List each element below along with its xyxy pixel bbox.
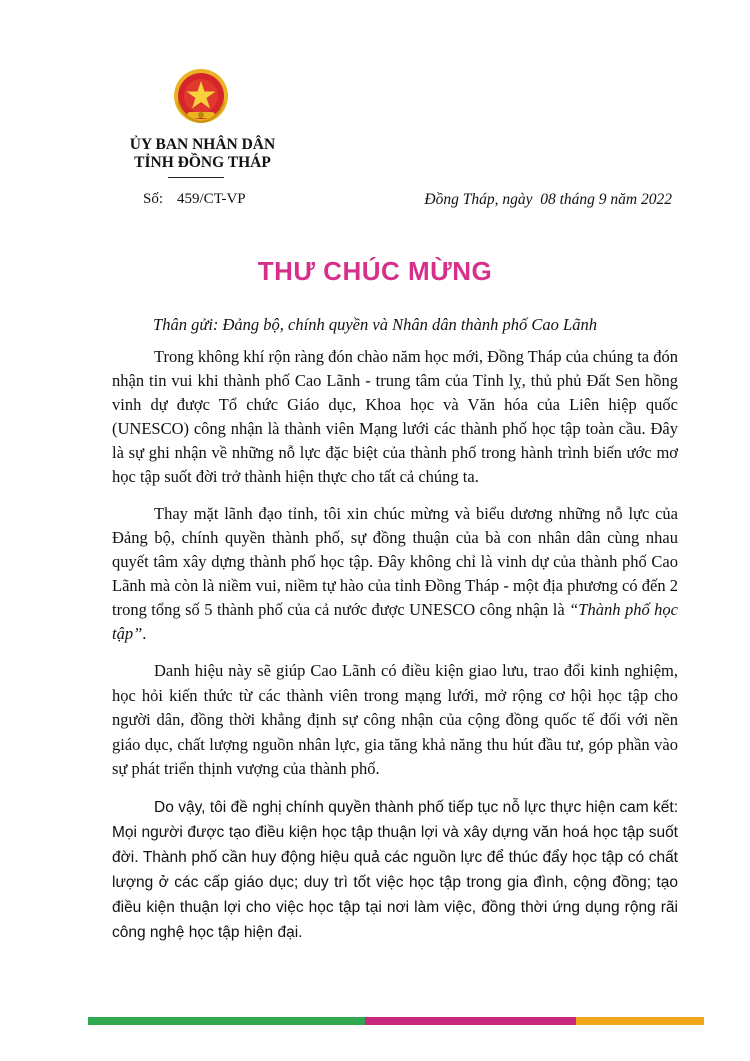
date-line [424, 191, 672, 209]
doc-no-value: 459/CT-VP [177, 191, 246, 207]
footer-color-bar [88, 1017, 704, 1025]
date-prefix: Đồng Tháp, ngày [424, 191, 533, 208]
footer-bar-magenta [365, 1017, 576, 1025]
greeting: Thân gửi: Đảng bộ, chính quyền và Nhân dân thành phố Cao Lãnh [153, 315, 597, 334]
document-number [143, 191, 260, 208]
paragraph-1: Trong không khí rộn ràng đón chào năm học mới, Đồng Tháp của chúng ta đón nhận tin vui khi thành phố Cao Lãnh - trung tâm của Tỉnh lỵ, thủ phủ Đất Sen hồng vinh dự được Tổ chức Giáo dục, Khoa học và Văn hóa của Liên hiệp quốc (UNESCO) công nhận là thành viên Mạng lưới các thành phố học tập toàn cầu. Đây là sự ghi nhận về những nỗ lực đặc biệt của thành phố trong hành trình biến ước mơ học tập suốt đời trở thành hiện thực cho tất cả chúng ta. [112, 347, 678, 486]
page-title: THƯ CHÚC MỪNG [257, 256, 493, 286]
letter-body [112, 345, 678, 958]
paragraph-4: Do vậy, tôi đề nghị chính quyền thành phố tiếp tục nỗ lực thực hiện cam kết: Mọi người được tạo điều kiện học tập thuận lợi và xây dựng văn hoá học tập suốt đời. Thành phố cần huy động hiệu quả các nguồn lực để thúc đẩy học tập có chất lượng ở các cấp giáo dục; duy trì tốt việc học tập trong gia đình, cộng đồng; tạo điều kiện thuận lợi cho việc học tập tại nơi làm việc, đồng thời ứng dụng rộng rãi công nghệ học tập hiện đại. [112, 798, 678, 941]
paragraph-2-text: Thay mặt lãnh đạo tỉnh, tôi xin chúc mừng và biểu dương những nỗ lực của Đảng bộ, chính quyền thành phố, sự đồng thuận của bà con nhân dân cùng nhau quyết tâm xây dựng thành phố học tập. Đây không chỉ là vinh dự của thành phố Cao Lãnh mà còn là niềm vui, niềm tự hào của tỉnh Đồng Tháp - một địa phương có đến 2 trong tổng số 5 thành phố của cả nước được UNESCO công nhận là [112, 504, 678, 619]
footer-bar-orange [576, 1017, 704, 1025]
org-line-2: TỈNH ĐỒNG THÁP [134, 154, 271, 171]
footer-bar-green [88, 1017, 365, 1025]
national-emblem-icon [170, 66, 232, 128]
paragraph-3: Danh hiệu này sẽ giúp Cao Lãnh có điều kiện giao lưu, trao đổi kinh nghiệm, học hỏi kiến thức từ các thành viên trong mạng lưới, mở rộng cơ hội học tập cho người dân, đồng thời khẳng định sự công nhận của cộng đồng quốc tế đối với nền giáo dục, chất lượng nguồn nhân lực, gia tăng khả năng thu hút đầu tư, góp phần vào sự phát triển thịnh vượng của thành phố. [112, 661, 678, 778]
paragraph-2-end: . [142, 624, 147, 643]
issuing-organization [110, 136, 295, 172]
paragraph-2-quote: “Thành phố học tập” [112, 600, 678, 643]
doc-no-label: Số: [143, 191, 164, 207]
date-value: 08 tháng 9 năm 2022 [540, 191, 672, 208]
org-line-1: ỦY BAN NHÂN DÂN [129, 136, 276, 153]
paragraph-2 [112, 502, 678, 646]
org-divider [168, 177, 224, 178]
